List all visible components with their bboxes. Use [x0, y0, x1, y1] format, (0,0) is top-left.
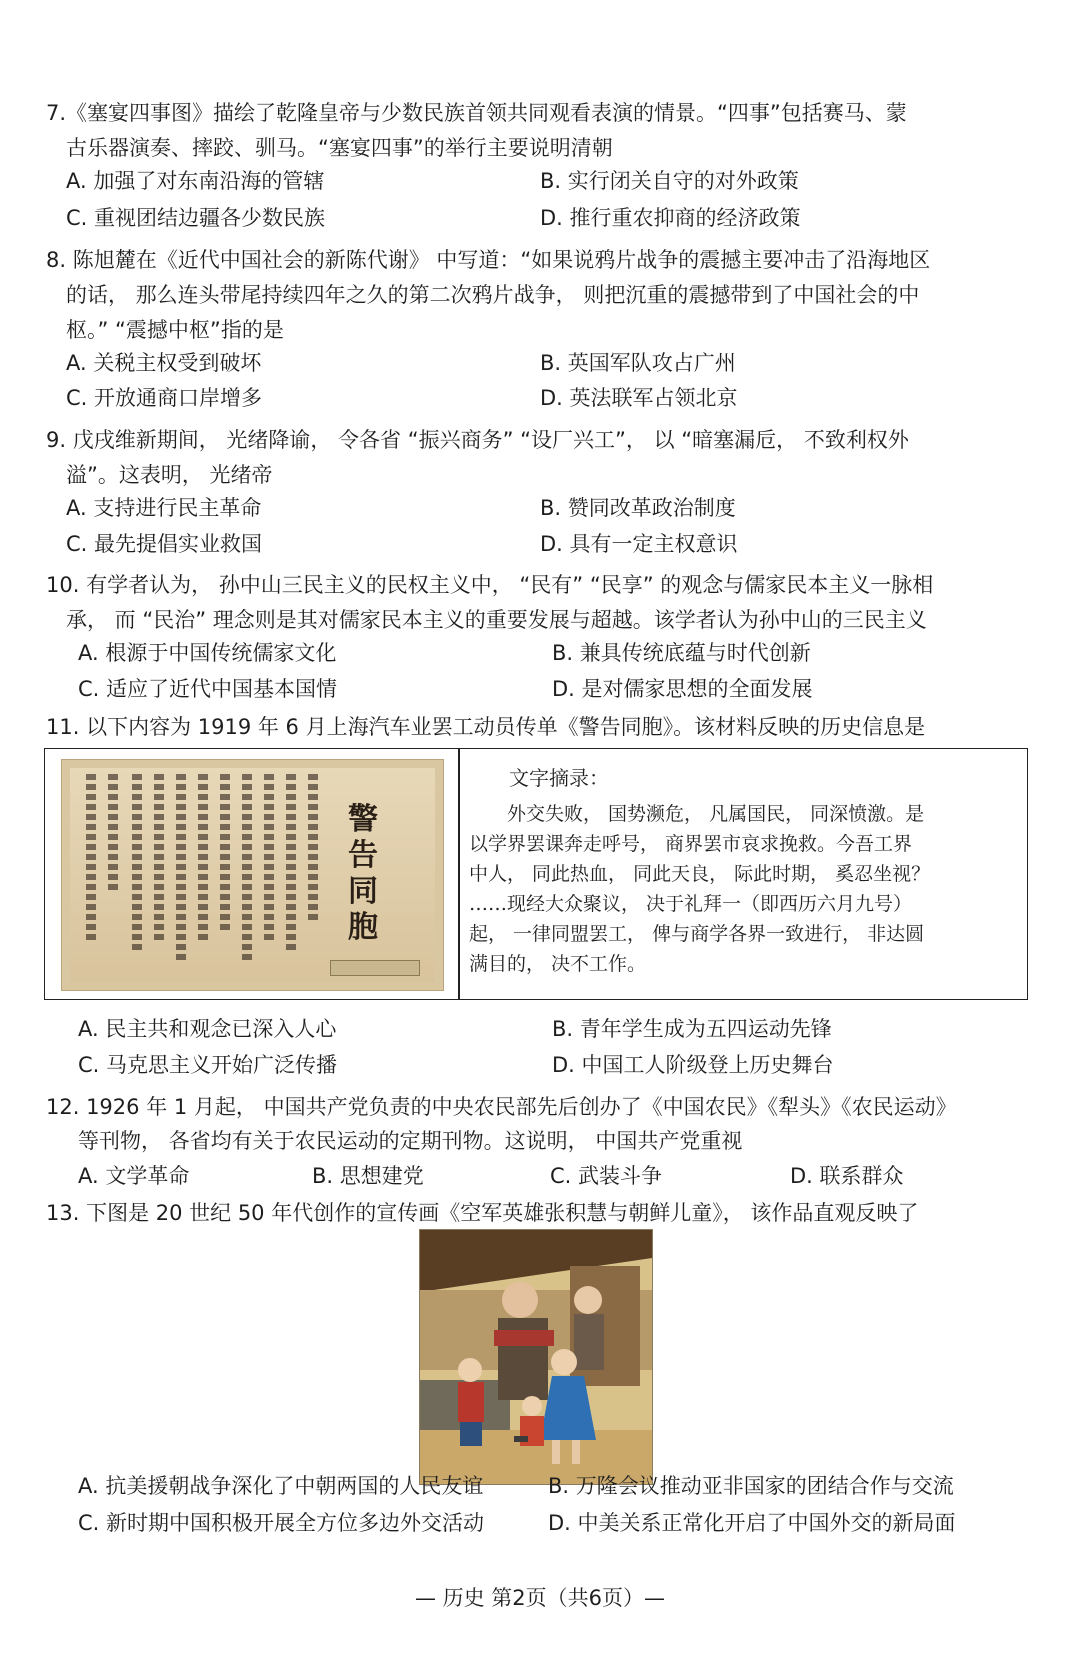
q11-option-c: C. 马克思主义开始广泛传播: [78, 1053, 338, 1077]
q12-option-b: B. 思想建党: [312, 1164, 424, 1188]
excerpt-line-6: 满目的， 决不工作。: [469, 953, 647, 975]
excerpt-line-3: 中人， 同此热血， 同此天良， 际此时期， 奚忍坐视？: [469, 863, 931, 885]
q11-stem: 11. 以下内容为 1919 年 6 月上海汽车业罢工动员传单《警告同胞》。该材料反映的历史信息是: [46, 715, 926, 739]
excerpt-line-2: 以学界罢课奔走呼号， 商界罢市哀求挽救。今吾工界: [469, 833, 913, 855]
q11-material-box: [44, 748, 1028, 1000]
q13-option-b: B. 万隆会议推动亚非国家的团结合作与交流: [548, 1474, 954, 1498]
excerpt-line-4: ……现经大众聚议， 决于礼拜一（即西历六月九号）: [469, 893, 913, 915]
q11-option-d: D. 中国工人阶级登上历史舞台: [552, 1053, 834, 1077]
q13-option-c: C. 新时期中国积极开展全方位多边外交活动: [78, 1511, 485, 1535]
excerpt-title: 文字摘录：: [509, 766, 609, 790]
leaflet-title: 警告同胞: [348, 802, 378, 945]
q8-option-a: A. 关税主权受到破坏: [66, 351, 262, 375]
excerpt-line-5: 起， 一律同盟罢工， 俾与商学各界一致进行， 非达圆: [469, 923, 925, 945]
q8-option-b: B. 英国军队攻占广州: [540, 351, 736, 375]
q10-option-c: C. 适应了近代中国基本国情: [78, 677, 338, 701]
q9-stem-line-2: 溢”。这表明， 光绪帝: [66, 463, 273, 487]
q8-option-d: D. 英法联军占领北京: [540, 386, 738, 410]
q13-option-a: A. 抗美援朝战争深化了中朝两国的人民友谊: [78, 1474, 484, 1498]
q7-option-d: D. 推行重农抑商的经济政策: [540, 206, 801, 230]
q11-option-b: B. 青年学生成为五四运动先锋: [552, 1017, 832, 1041]
q7-stem-line-1: 7.《塞宴四事图》描绘了乾隆皇帝与少数民族首领共同观看表演的情景。“四事”包括赛马、蒙: [46, 101, 907, 125]
q8-stem-line-2: 的话， 那么连头带尾持续四年之久的第二次鸦片战争， 则把沉重的震撼带到了中国社会的中: [66, 283, 920, 307]
q12-stem-line-2: 等刊物， 各省均有关于农民运动的定期刊物。这说明， 中国共产党重视: [78, 1129, 743, 1153]
warning-leaflet-image: [61, 759, 444, 991]
q7-option-c: C. 重视团结边疆各少数民族: [66, 206, 326, 230]
q9-option-a: A. 支持进行民主革命: [66, 496, 262, 520]
q13-option-d: D. 中美关系正常化开启了中国外交的新局面: [548, 1511, 956, 1535]
q10-option-b: B. 兼具传统底蕴与时代创新: [552, 641, 811, 665]
q8-stem-line-1: 8. 陈旭麓在《近代中国社会的新陈代谢》 中写道：“如果说鸦片战争的震撼主要冲击了沿海地区: [46, 248, 931, 272]
excerpt-line-1: 外交失败， 国势濒危， 凡属国民， 同深愤激。是: [469, 803, 925, 825]
q12-stem-line-1: 12. 1926 年 1 月起， 中国共产党负责的中央农民部先后创办了《中国农民》《犁头》《农民运动》: [46, 1095, 957, 1119]
q8-option-c: C. 开放通商口岸增多: [66, 386, 263, 410]
q10-stem-line-2: 承， 而 “民治” 理念则是其对儒家民本主义的重要发展与超越。该学者认为孙中山的三民主义: [66, 608, 927, 632]
q10-stem-line-1: 10. 有学者认为， 孙中山三民主义的民权主义中， “民有” “民享” 的观念与儒家民本主义一脉相: [46, 573, 934, 597]
q11-option-a: A. 民主共和观念已深入人心: [78, 1017, 337, 1041]
q9-option-d: D. 具有一定主权意识: [540, 532, 738, 556]
q8-stem-line-3: 枢。” “震撼中枢”指的是: [66, 318, 284, 342]
q10-option-d: D. 是对儒家思想的全面发展: [552, 677, 813, 701]
q7-option-a: A. 加强了对东南沿海的管辖: [66, 169, 325, 193]
q12-option-d: D. 联系群众: [790, 1164, 904, 1188]
q7-stem-line-2: 古乐器演奏、摔跤、驯马。“塞宴四事”的举行主要说明清朝: [66, 136, 613, 160]
museum-label: [330, 960, 420, 976]
page-footer: — 历史 第2页（共6页）—: [414, 1586, 666, 1610]
excerpt-text: [459, 795, 1027, 995]
q12-option-a: A. 文学革命: [78, 1164, 190, 1188]
q10-option-a: A. 根源于中国传统儒家文化: [78, 641, 337, 665]
q7-option-b: B. 实行闭关自守的对外政策: [540, 169, 799, 193]
q9-stem-line-1: 9. 戊戌维新期间， 光绪降谕， 令各省 “振兴商务” “设厂兴工”， 以 “暗塞漏卮， 不致利权外: [46, 428, 909, 452]
q9-option-b: B. 赞同改革政治制度: [540, 496, 736, 520]
q13-stem: 13. 下图是 20 世纪 50 年代创作的宣传画《空军英雄张积慧与朝鲜儿童》， 该作品直观反映了: [46, 1201, 919, 1225]
propaganda-painting-image: [419, 1229, 653, 1485]
q12-option-c: C. 武装斗争: [550, 1164, 663, 1188]
q9-option-c: C. 最先提倡实业救国: [66, 532, 263, 556]
